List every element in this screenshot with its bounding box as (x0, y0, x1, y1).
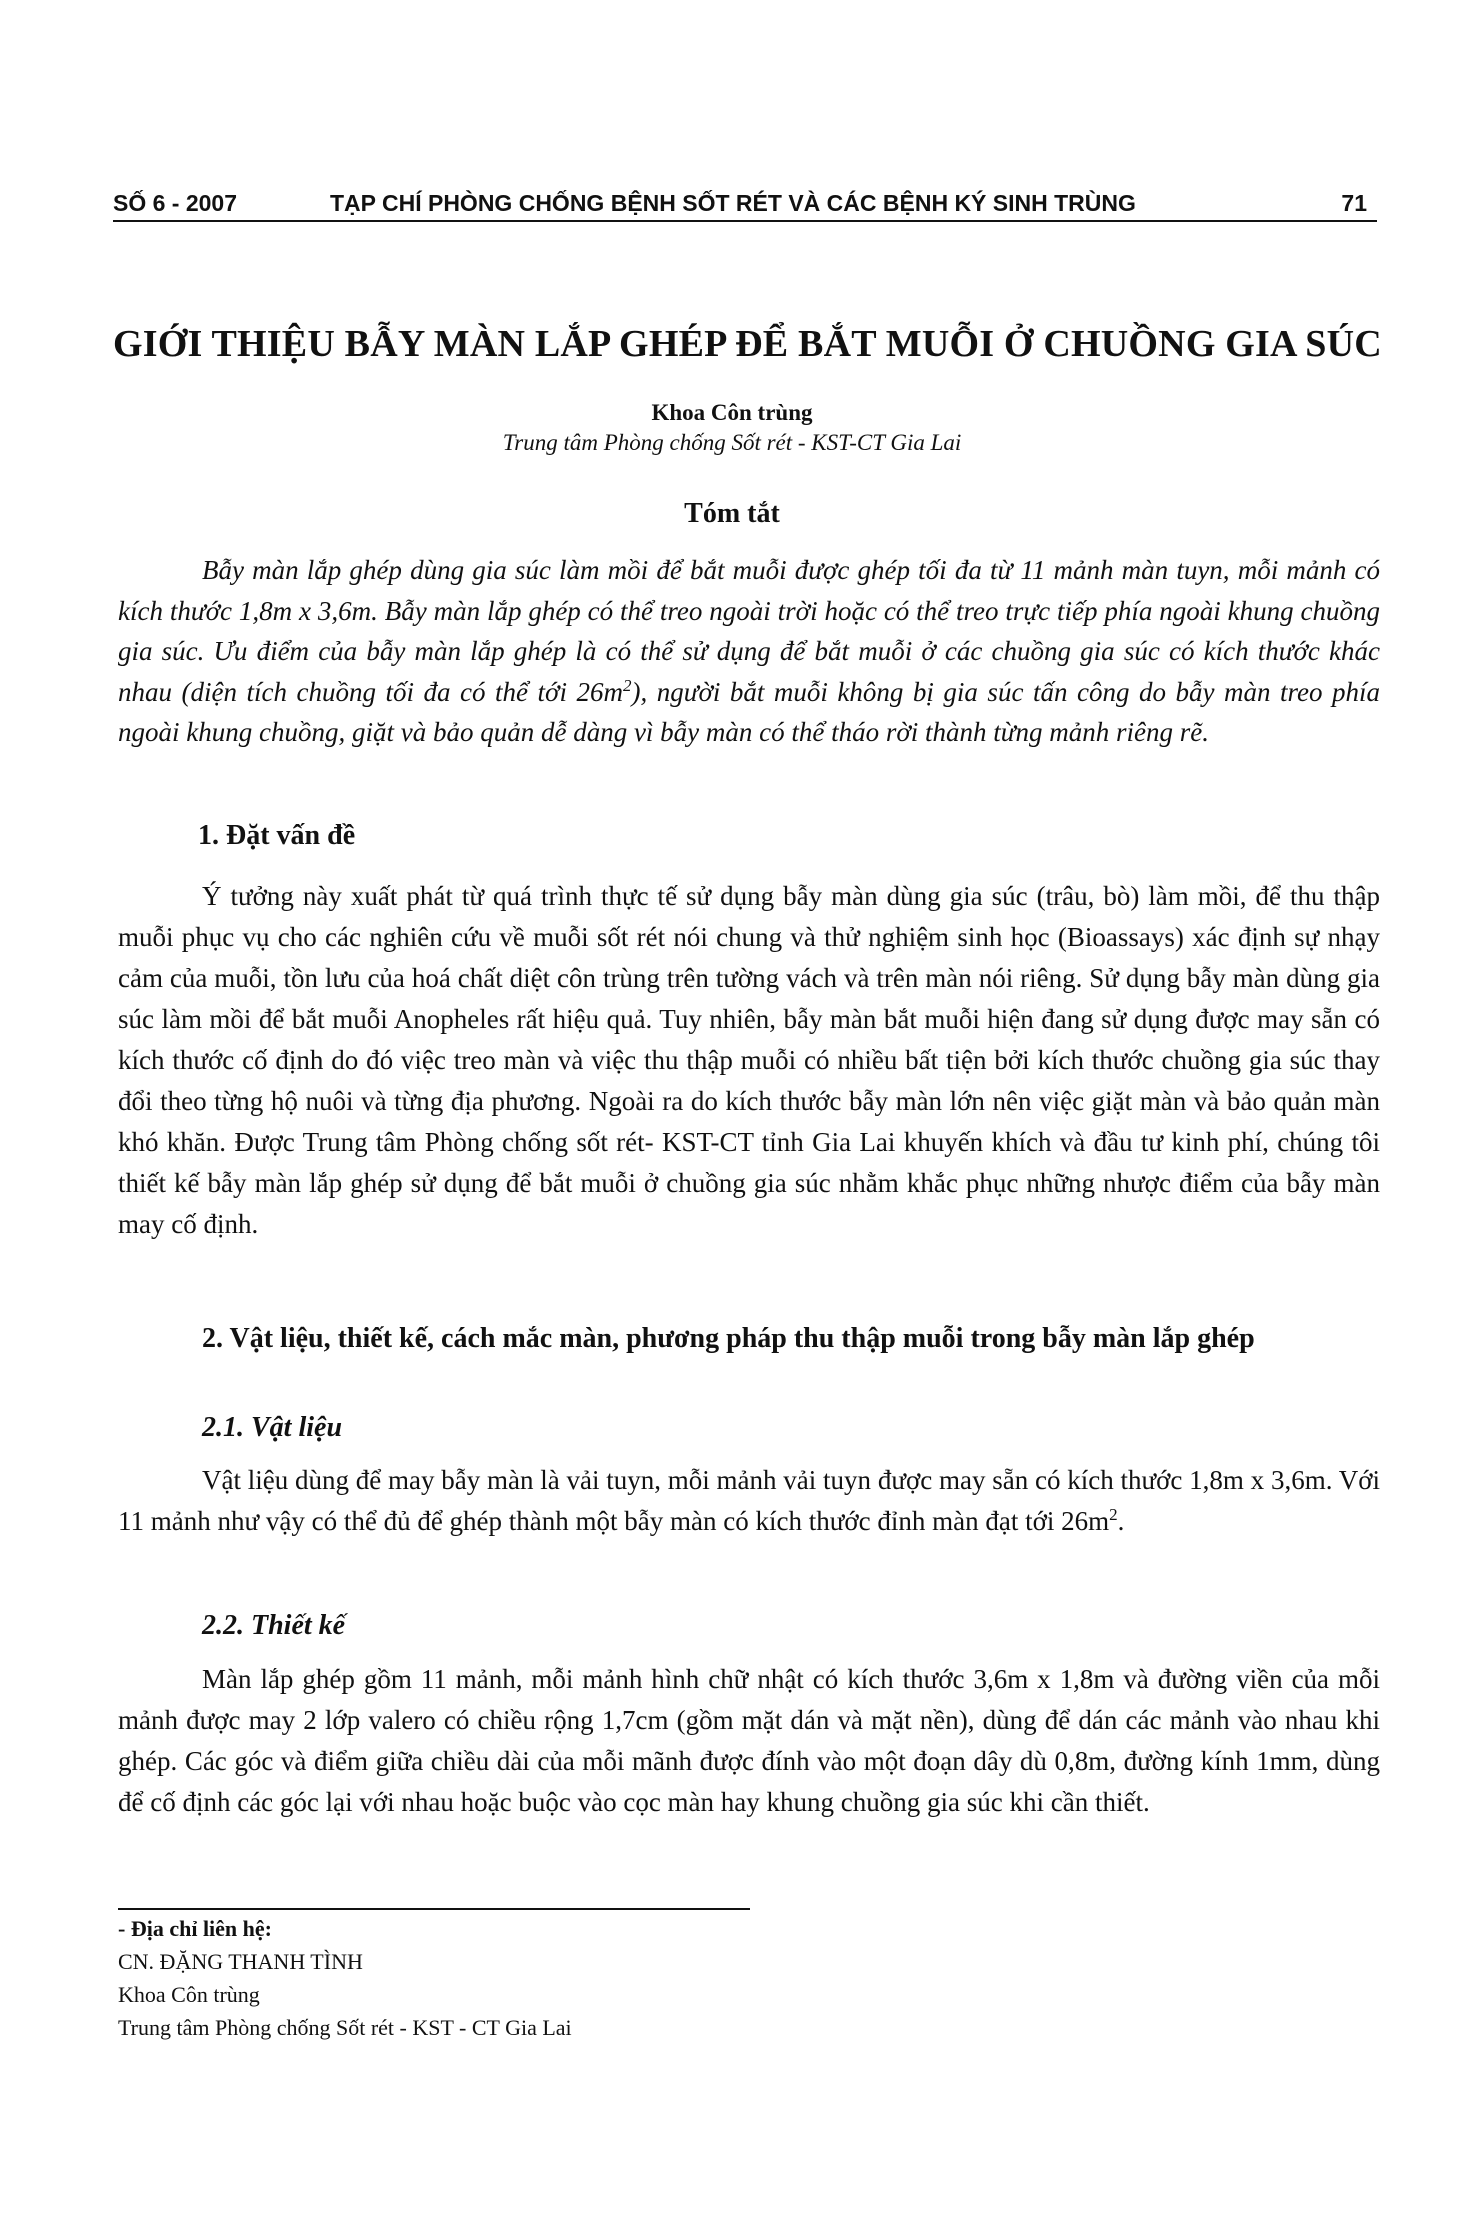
section-1-heading: 1. Đặt vấn đề (198, 820, 356, 851)
author-department: Khoa Côn trùng (651, 400, 813, 425)
issue-number: SỐ 6 - 2007 (113, 190, 238, 216)
abstract-text-part-1: Bẫy màn lắp ghép dùng gia súc làm mồi để bắt muỗi được ghép tối đa từ 11 mảnh màn tuyn, mỗi mảnh có kích thước 1,8m x 3,6m. Bẫy màn lắp ghép có thể treo ngoài trời hoặc có thể treo trực tiếp phía ngoài khung chuồng gia súc. Ưu điểm của bẫy màn lắp ghép là có thể sử dụng để bắt muỗi ở các chuồng gia súc có kích thước khác nhau (diện tích chuồng tối đa có thể tới 26m (118, 555, 1380, 707)
author-organization: Trung tâm Phòng chống Sốt rét - KST-CT Gia Lai (502, 430, 962, 455)
materials-text-part-2: . (1117, 1506, 1125, 1536)
materials-superscript: 2 (1109, 1505, 1118, 1524)
materials-text-part-1: Vật liệu dùng để may bẫy màn là vải tuyn, mỗi mảnh vải tuyn được may sẵn có kích thước 1,8m x 3,6m. Với 11 mảnh như vậy có thể đủ để ghép thành một bẫy màn có kích thước đỉnh màn đạt tới 26m (118, 1465, 1380, 1536)
page-number: 71 (1341, 190, 1367, 216)
abstract-superscript: 2 (622, 675, 632, 695)
subsection-2-2-heading: 2.2. Thiết kế (202, 1610, 346, 1641)
subsection-2-2-paragraph: Màn lắp ghép gồm 11 mảnh, mỗi mảnh hình chữ nhật có kích thước 3,6m x 1,8m và đường viền của mỗi mảnh được may 2 lớp valero có chiều rộng 1,7cm (gồm mặt dán và mặt nền), dùng để dán các mảnh vào nhau khi ghép. Các góc và điểm giữa chiều dài của mỗi mãnh được đính vào một đoạn dây dù 0,8m, đường kính 1mm, dùng để cố định các góc lại với nhau hoặc buộc vào cọc màn hay khung chuồng gia súc khi cần thiết. (118, 1664, 1380, 1817)
footnote-divider (118, 1908, 750, 1910)
footnote-author-name: CN. ĐẶNG THANH TÌNH (118, 1949, 363, 1974)
section-1-paragraph: Ý tưởng này xuất phát từ quá trình thực tế sử dụng bẫy màn dùng gia súc (trâu, bò) làm mồi, để thu thập muỗi phục vụ cho các nghiên cứu về muỗi sốt rét nói chung và thử nghiệm sinh học (Bioassays) xác định sự nhạy cảm của muỗi, tồn lưu của hoá chất diệt côn trùng trên tường vách và trên màn nói riêng. Sử dụng bẫy màn dùng gia súc làm mồi để bắt muỗi Anopheles rất hiệu quả. Tuy nhiên, bẫy màn bắt muỗi hiện đang sử dụng được may sẵn có kích thước cố định do đó việc treo màn và việc thu thập muỗi có nhiều bất tiện bởi kích thước chuồng gia súc thay đổi theo từng hộ nuôi và từng địa phương. Ngoài ra do kích thước bẫy màn lớn nên việc giặt màn và bảo quản màn khó khăn. Được Trung tâm Phòng chống sốt rét- KST-CT tỉnh Gia Lai khuyến khích và đầu tư kinh phí, chúng tôi thiết kế bẫy màn lắp ghép sử dụng để bắt muỗi ở chuồng gia súc nhằm khắc phục những nhược điểm của bẫy màn may cố định. (118, 881, 1380, 1239)
subsection-2-1-paragraph (118, 1460, 1380, 1542)
footnote-label: - Địa chỉ liên hệ: (118, 1916, 272, 1941)
footnote-organization: Trung tâm Phòng chống Sốt rét - KST - CT Gia Lai (118, 2015, 572, 2040)
subsection-2-1-heading: 2.1. Vật liệu (202, 1412, 343, 1443)
article-title: GIỚI THIỆU BẪY MÀN LẮP GHÉP ĐỂ BẮT MUỖI Ở CHUỒNG GIA SÚC (113, 323, 1382, 365)
journal-name: TẠP CHÍ PHÒNG CHỐNG BỆNH SỐT RÉT VÀ CÁC BỆNH KÝ SINH TRÙNG (330, 190, 1136, 216)
section-2-heading: 2. Vật liệu, thiết kế, cách mắc màn, phương pháp thu thập muỗi trong bẫy màn lắp ghép (202, 1323, 1255, 1354)
abstract-heading: Tóm tắt (684, 498, 780, 529)
running-header (113, 184, 1377, 222)
abstract-text (118, 550, 1380, 753)
footnote (118, 1912, 572, 2044)
footnote-department: Khoa Côn trùng (118, 1982, 260, 2007)
abstract-text-part-2: ), người bắt muỗi không bị gia súc tấn công do bẫy màn treo phía ngoài khung chuồng, giặt và bảo quản dễ dàng vì bẫy màn có thể tháo rời thành từng mảnh riêng rẽ. (118, 676, 1380, 747)
